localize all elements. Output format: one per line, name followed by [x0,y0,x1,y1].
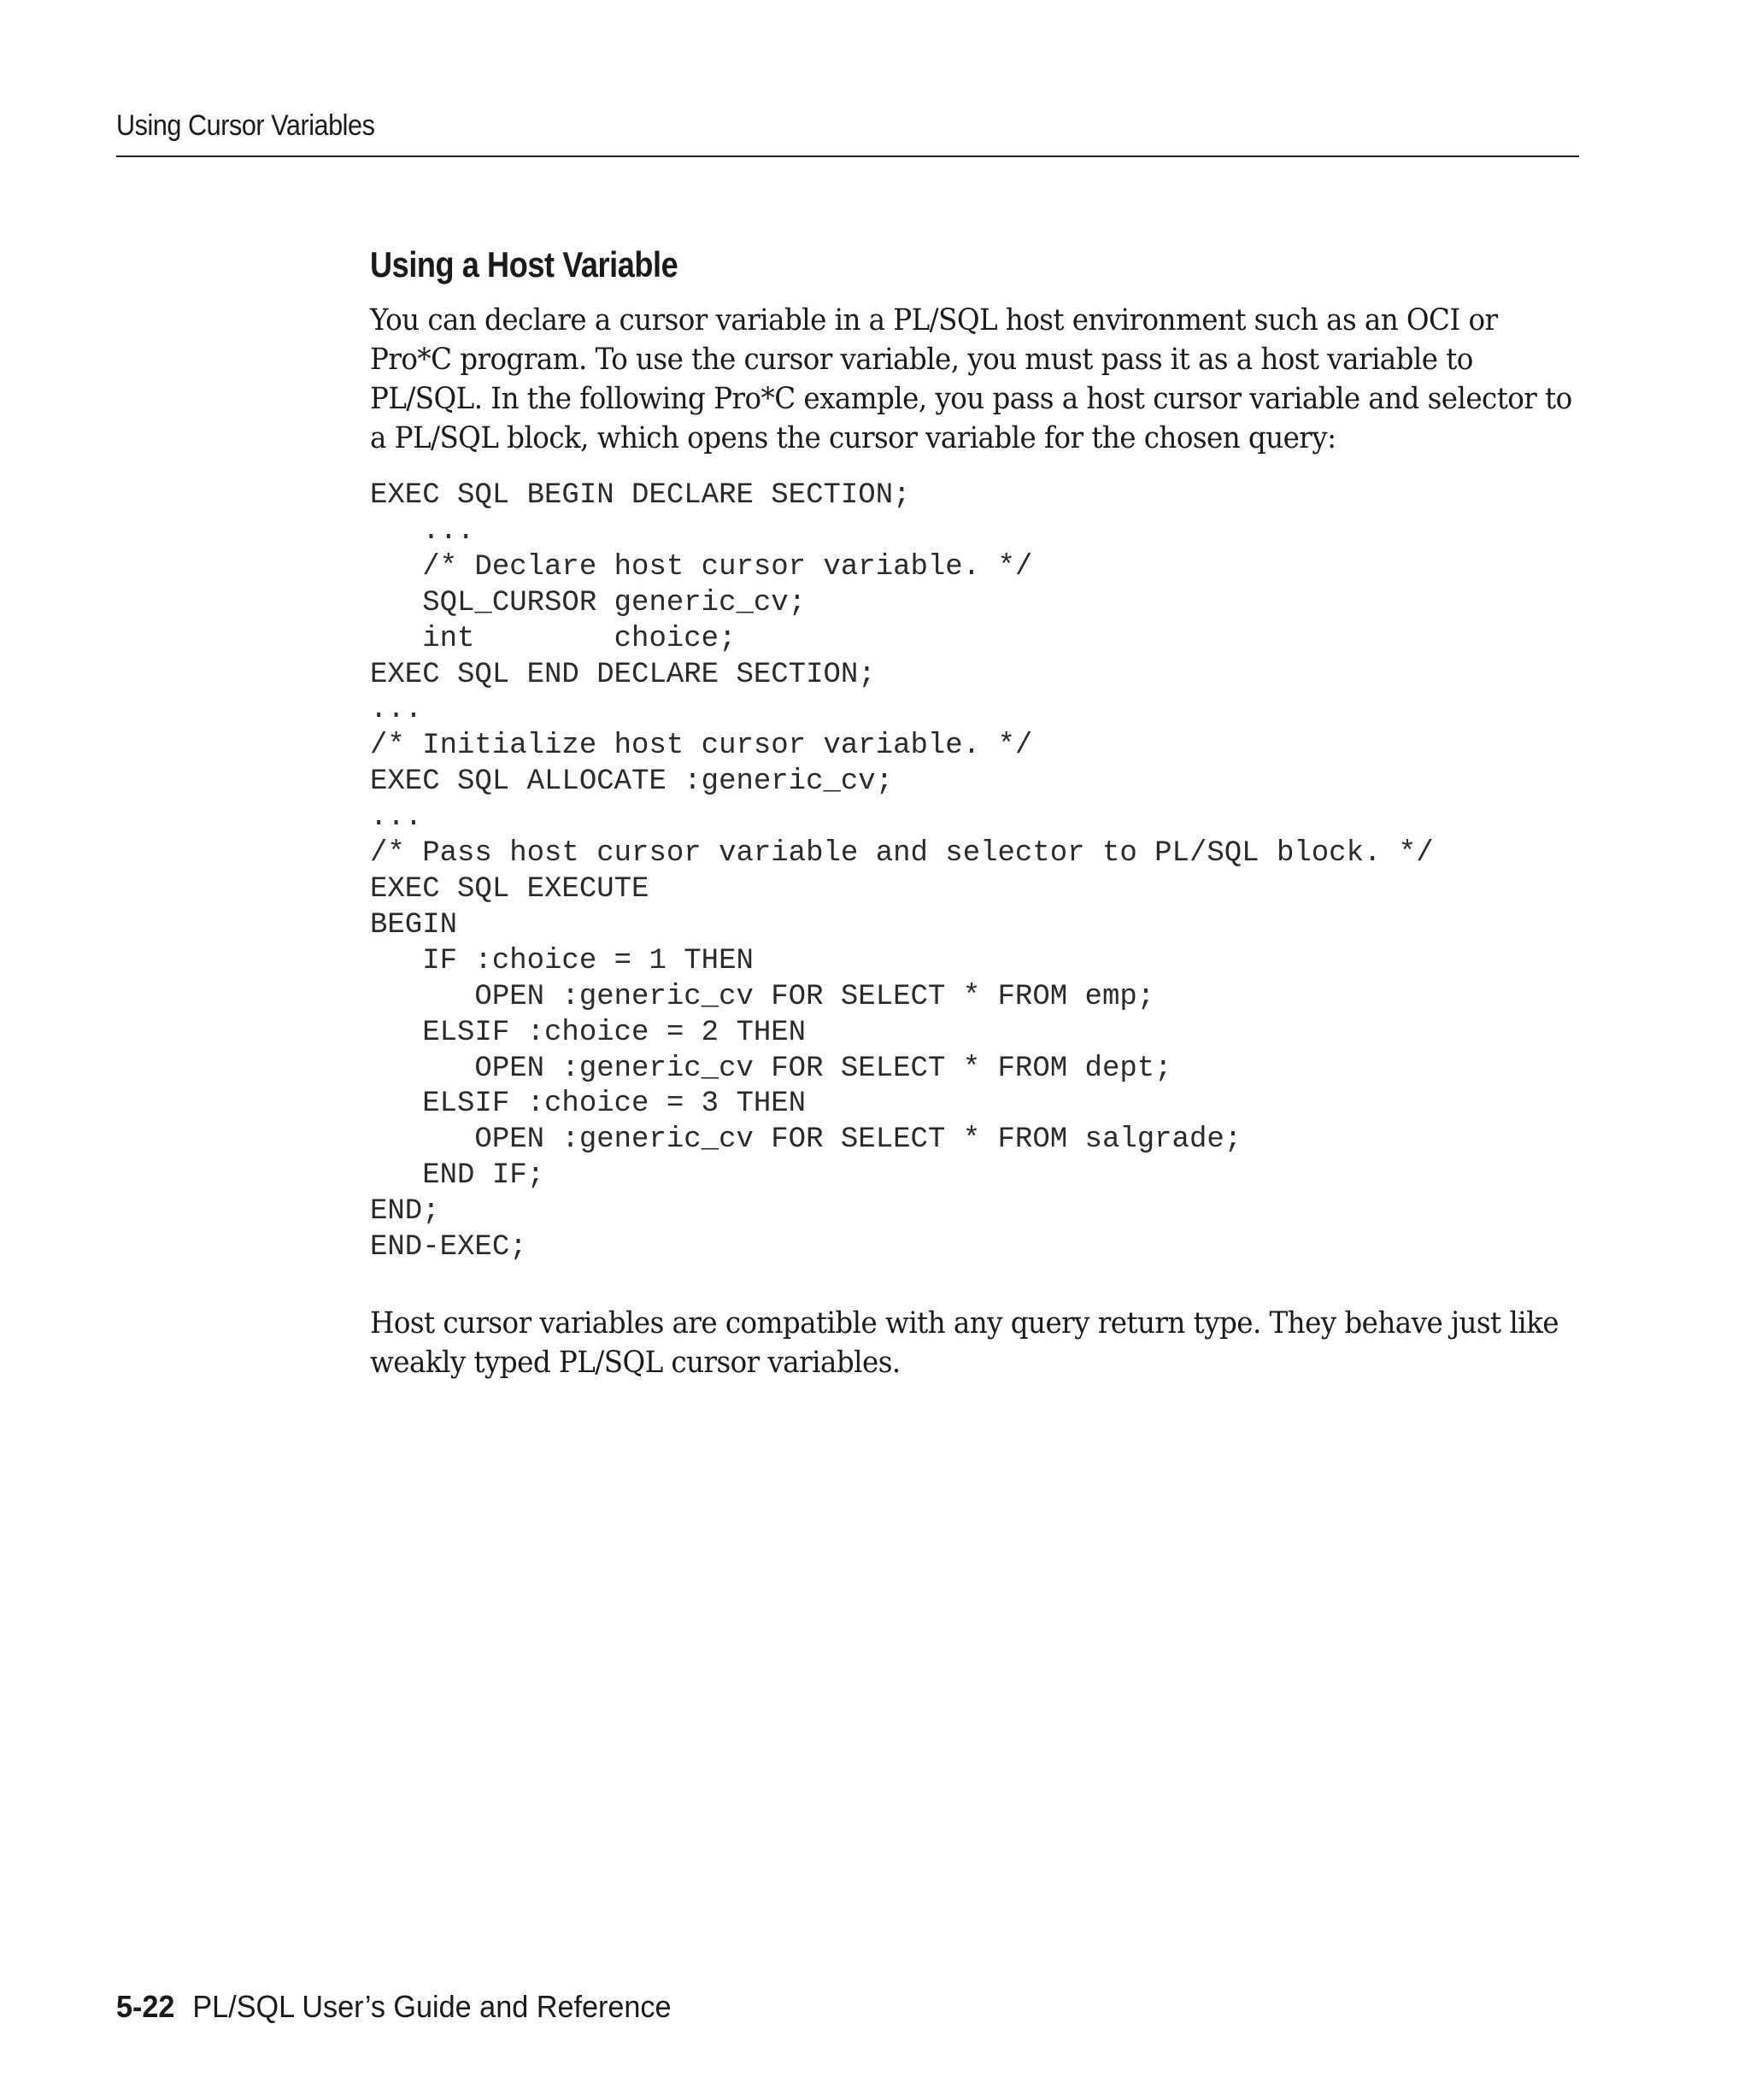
closing-paragraph: Host cursor variables are compatible with any query return type. They behave just like weakly typed PL/SQL cursor variables. [370,1305,1559,1380]
section-title: Using a Host Variable [370,244,678,284]
code-example: EXEC SQL BEGIN DECLARE SECTION; ... /* Declare host cursor variable. */ SQL_CURSOR generic_cv; int choice; EXEC SQL END DECLARE SECTION; ... /* Initialize host cursor variable. */ EXEC SQL ALLOCATE :generic_cv; ... /* Pass host cursor variable and selector to PL/SQL block. */ EXEC SQL EXECUTE BEGIN IF :choice = 1 THEN OPEN :generic_cv FOR SELECT * FROM emp; ELSIF :choice = 2 THEN OPEN :generic_cv FOR SELECT * FROM dept; ELSIF :choice = 3 THEN OPEN :generic_cv FOR SELECT * FROM salgrade; END IF; END; END-EXEC; [370,479,1434,1264]
page-number: 5-22 [116,1989,175,2024]
book-title: PL/SQL User’s Guide and Reference [192,1989,672,2024]
intro-paragraph: You can declare a cursor variable in a PL/SQL host environment such as an OCI or Pro*C program. To use the cursor variable, you must pass it as a host variable to PL/SQL. In the following Pro*C example, you pass a host cursor variable and selector to a PL/SQL block, which opens the cursor variable for the chosen query: [370,303,1572,455]
main-content [370,241,1575,1382]
running-header: Using Cursor Variables [116,109,375,142]
header-divider [116,155,1579,157]
page-footer [116,1989,672,2025]
